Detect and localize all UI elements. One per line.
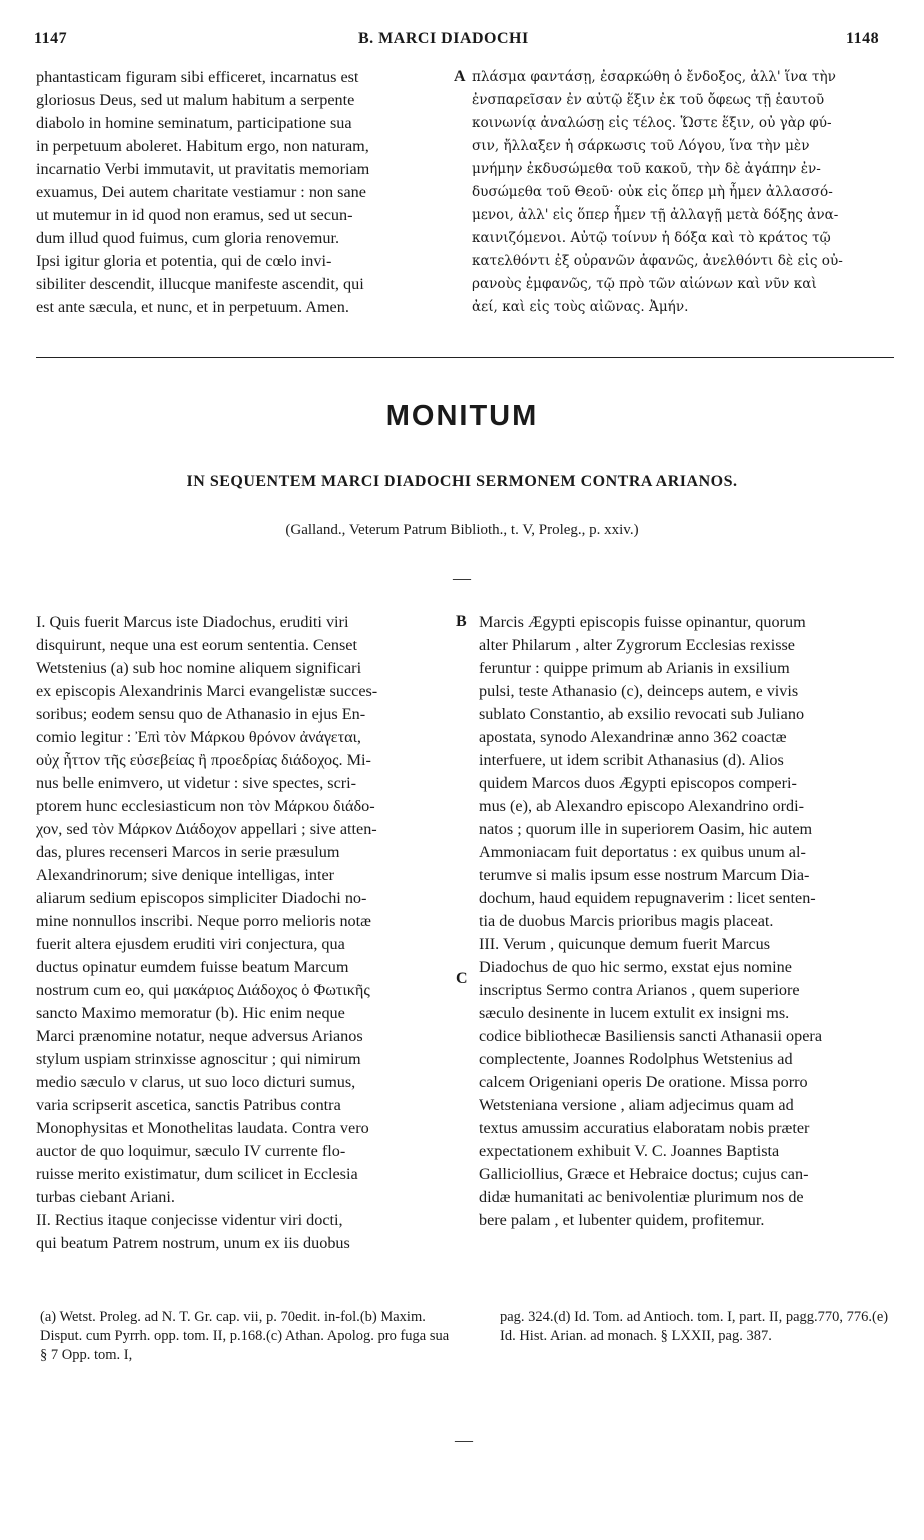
section-subtitle: IN SEQUENTEM MARCI DIADOCHI SERMONEM CONTRA ARIANOS. [186,473,738,490]
body-text-line: dochum, haud equidem repugnaverim : licet senten- [479,889,816,907]
body-text-line: medio sæculo v clarus, ut suo loco dicturi sumus, [36,1073,356,1091]
footnote-line: (c) Athan. Apolog. pro fuga sua § 7 Opp. tom. I, [40,1328,450,1363]
footnote-line: (a) Wetst. Proleg. ad N. T. Gr. cap. vii, p. 70 [40,1309,295,1325]
top-greek-column [472,66,892,319]
latin-text-line: diabolo in homine seminatum, participatione sua [36,114,352,132]
footnote-line: 168. [240,1328,266,1344]
latin-text-line: sibiliter descendit, illucque manifeste ascendit, qui [36,275,364,293]
body-text-line: mine nonnullos inscribi. Neque porro melioris notæ [36,912,371,930]
body-text-line: nostrum cum eo, qui μακάριος Διάδοχος ὁ Φωτικῆς [36,981,370,999]
body-text-line: Alexandrinorum; sive denique intelligas, inter [36,866,335,884]
running-title: B. MARCI DIADOCHI [358,30,529,47]
body-text-line: stylum uspiam strinxisse agnoscitur ; qui nimirum [36,1050,361,1068]
latin-text-line: dum illud quod fuimus, cum gloria renovemur. [36,229,340,247]
margin-marker-c: C [456,970,468,987]
body-text-line: Wetsteniana versione , aliam adjecimus quam ad [479,1096,794,1114]
section-title: MONITUM [385,400,539,432]
body-text-line: terumve si malis ipsum esse nostrum Marcum Dia- [479,866,810,884]
footnote-line: (e) Id. Hist. Arian. ad monach. § LXXII, pag. 387. [500,1309,889,1344]
body-text-line: bere palam , et lubenter quidem, profitemur. [479,1211,765,1229]
latin-text-line: exuamus, Dei autem charitate vestiamur : non sane [36,183,366,201]
body-text-line: tia de duobus Marcis prioribus magis placeat. [479,912,774,930]
body-text-line: sancto Maximo memoratur (b). Hic enim neque [36,1004,345,1022]
greek-text-line: μνήμην ἐκδυσώμεθα τοῦ κακοῦ, τὴν δὲ ἀγάπην ἐν- [472,161,821,177]
section-separator-rule [36,357,894,358]
body-text-line: ruisse merito existimatur, dum scilicet in Ecclesia [36,1165,358,1183]
latin-text-line: incarnatio Verbi immutavit, ut pravitatis memoriam [36,160,370,178]
body-text-line: nus belle enimvero, ut videtur : sive spectes, scri- [36,774,357,792]
left-page-number: 1147 [34,30,68,47]
greek-text-line: ἐνσπαρεῖσαν ἐν αὐτῷ ἕξιν ἐκ τοῦ ὄφεως τῇ ἑαυτοῦ [472,92,825,108]
margin-marker-a: A [454,68,466,85]
body-text-line: qui beatum Patrem nostrum, unum ex iis duobus [36,1234,350,1252]
greek-text-line: ἀεί, καὶ εἰς τοὺς αἰῶνας. Ἀμήν. [472,299,689,315]
section-dash: — [453,568,471,588]
right-page-number: 1148 [846,30,880,47]
body-text-line: Diadochus de quo hic sermo, exstat ejus nomine [479,958,792,976]
body-text-line: οὐχ ἧττον τῆς εὐσεβείας ἢ προεδρίας διάδοχος. Mi- [36,751,371,769]
latin-text-line: Ipsi igitur gloria et potentia, qui de cœlo invi- [36,252,332,270]
body-text-line: Monophysitas et Monothelitas laudata. Contra vero [36,1119,369,1137]
body-text-line: alter Philarum , alter Zygrorum Ecclesias rexisse [479,636,795,654]
body-text-line: varia scripserit ascetica, sanctis Patribus contra [36,1096,341,1114]
body-text-line: codice bibliothecæ Basiliensis sancti Athanasii opera [479,1027,823,1045]
body-text-line: expectationem exhibuit V. C. Joannes Baptista [479,1142,780,1160]
footnote-line: 770, 776. [817,1309,873,1325]
body-text-line: sublato Constantio, ab exsilio revocati sub Juliano [479,705,805,723]
body-text-line: natos ; quorum ille in superiorem Oasim, hic autem [479,820,813,838]
bottom-dash: — [455,1430,473,1450]
left-body-column [36,611,454,1255]
body-text-line: complectente, Joannes Rodolphus Wetstenius ad [479,1050,793,1068]
greek-text-line: μενοι, ἀλλ' εἰς ὅπερ ἦμεν τῇ ἀλλαγῇ μετὰ δόξης ἀνα- [472,207,839,223]
body-text-line: textus amussim accuratius elaboratam nobis præter [479,1119,810,1137]
body-text-line: Marci prænomine notatur, neque adversus Arianos [36,1027,363,1045]
body-text-line: ex episcopis Alexandrinis Marci evangelistæ succes- [36,682,378,700]
section-source-reference: (Galland., Veterum Patrum Biblioth., t. V, Proleg., p. xxiv.) [285,522,639,538]
body-text-line: turbas ciebant Ariani. [36,1188,175,1206]
footnote-line: edit. in-fol. [294,1309,360,1325]
body-text-line: calcem Origeniani operis De oratione. Missa porro [479,1073,808,1091]
latin-text-line: gloriosus Deus, sed ut malum habitum a serpente [36,91,355,109]
body-text-line: Wetstenius (a) sub hoc nomine aliquem significari [36,659,362,677]
greek-text-line: δυσώμεθα τοῦ Θεοῦ· οὐκ εἰς ὅπερ μὴ ἦμεν ἀλλασσό- [472,184,833,200]
body-text-line: sæculo desinente in lucem extulit ex insigni ms. [479,1004,790,1022]
greek-text-line: κατελθόντι ἐξ οὐρανῶν ἀφανῶς, ἀνελθόντι δὲ εἰς οὐ- [472,253,843,269]
body-text-line: aliarum sedium episcopos simpliciter Diadochi no- [36,889,367,907]
body-text-line: inscriptus Sermo contra Arianos , quem superiore [479,981,800,999]
footnotes-left [40,1308,460,1365]
body-text-line: interfuere, ut idem scribit Athanasius (d). Alios [479,751,784,769]
body-text-line: fuerit altera ejusdem eruditi viri conjectura, qua [36,935,345,953]
body-text-line: mus (e), ab Alexandro episcopo Alexandrino ordi- [479,797,805,815]
body-text-line: pulsi, teste Athanasio (c), deinceps autem, e vivis [479,682,799,700]
body-text-line: Ammoniacam fuit deportatus : ex quibus unum al- [479,843,806,861]
body-text-line: auctor de quo loquimur, sæculo IV currente flo- [36,1142,346,1160]
body-text-line: Marcis Ægypti episcopis fuisse opinantur, quorum [479,613,806,631]
latin-text-line: in perpetuum aboleret. Habitum ergo, non naturam, [36,137,369,155]
greek-text-line: ρανοὺς ἐμφανῶς, τῷ πρὸ τῶν αἰώνων καὶ νῦν καὶ [472,276,817,292]
body-text-line: das, plures recenseri Marcos in serie præsulum [36,843,340,861]
body-text-line: quidem Marcos duos Ægypti episcopos comperi- [479,774,797,792]
body-text-line: didæ humanitati ac benivolentiæ plurimum nos de [479,1188,804,1206]
body-text-line: I. Quis fuerit Marcus iste Diadochus, eruditi viri [36,613,349,631]
greek-text-line: σιν, ἤλλαξεν ἡ σάρκωσις τοῦ Λόγου, ἵνα τὴν μὲν [472,138,810,154]
latin-text-line: ut mutemur in id quod non eramus, sed ut secun- [36,206,353,224]
greek-text-line: κοινωνίᾳ ἀναλώσῃ εἰς τέλος. Ὥστε ἕξιν, οὐ γὰρ φύ- [472,115,832,131]
footnote-line: pag. 324. [500,1309,554,1325]
greek-text-line: καινιζόμενοι. Αὐτῷ τοίνυν ἡ δόξα καὶ τὸ κράτος τῷ [472,230,831,246]
footnotes-right [500,1308,900,1346]
body-text-line: χον, sed τὸν Μάρκον Διάδοχον appellari ; sive atten- [36,820,377,838]
body-text-line: III. Verum , quicunque demum fuerit Marcus [479,935,770,953]
body-text-line: Galliciollius, Græce et Hebraice doctus; cujus can- [479,1165,809,1183]
body-text-line: ductus opinatur eumdem fuisse beatum Marcum [36,958,349,976]
footnote-line: (d) Id. Tom. ad Antioch. tom. I, part. II, pagg. [553,1309,818,1325]
body-text-line: ptorem hunc ecclesiasticum non τὸν Μάρκου διάδο- [36,797,375,815]
margin-marker-b: B [456,613,467,630]
latin-text-line: est ante sæcula, et nunc, et in perpetuum. Amen. [36,298,349,316]
latin-text-line: phantasticam figuram sibi efficeret, incarnatus est [36,68,359,86]
body-text-line: comio legitur : Ἐπὶ τὸν Μάρκου θρόνον ἀνάγεται, [36,728,361,746]
body-text-line: apostata, synodo Alexandrinæ anno 362 coactæ [479,728,787,746]
body-text-line: soribus; eodem sensu quo de Athanasio in ejus En- [36,705,366,723]
right-body-column [479,611,891,1232]
body-text-line: II. Rectius itaque conjecisse videntur viri docti, [36,1211,343,1229]
body-text-line: feruntur : quippe primum ab Arianis in exsilium [479,659,790,677]
greek-text-line: πλάσμα φαντάσῃ, ἐσαρκώθη ὁ ἔνδοξος, ἀλλ' ἵνα τὴν [472,69,836,85]
body-text-line: disquirunt, neque una est eorum sententia. Censet [36,636,357,654]
top-latin-column [36,66,448,319]
footnote-line: (b) Maxim. Disput. cum Pyrrh. opp. tom. II, p. [40,1309,426,1344]
